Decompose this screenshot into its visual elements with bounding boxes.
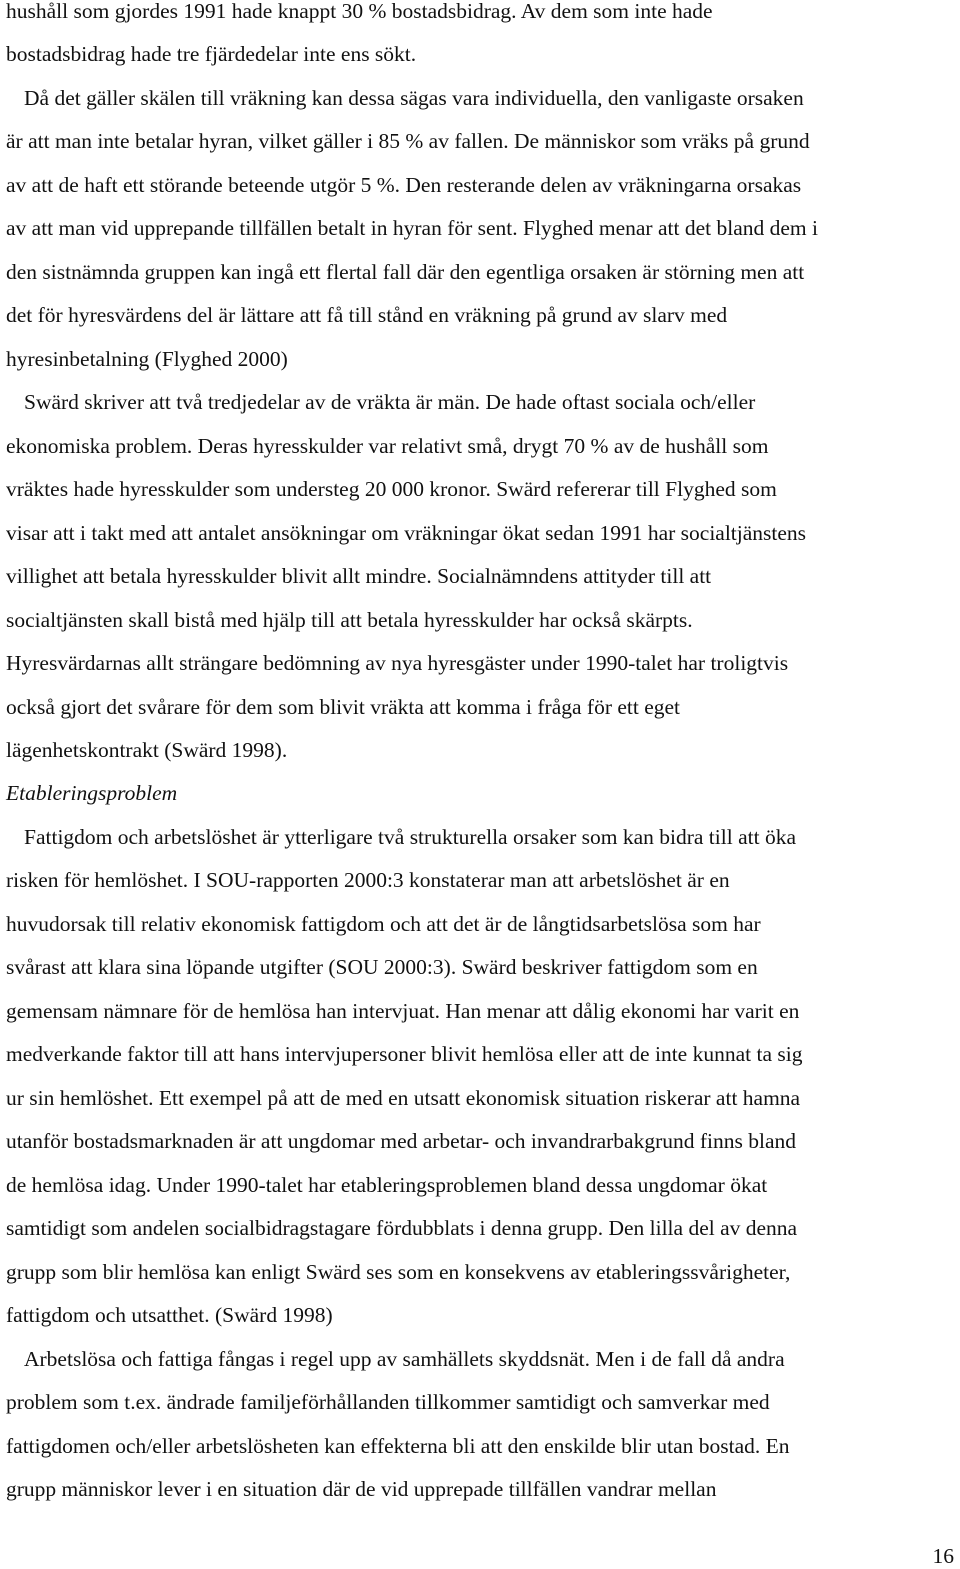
text-line: ur sin hemlöshet. Ett exempel på att de med en utsatt ekonomisk situation riskerar att hamna xyxy=(6,1086,801,1110)
text-line: Arbetslösa och fattiga fångas i regel upp av samhällets skyddsnät. Men i de fall då andra xyxy=(24,1347,785,1371)
section-heading: Etableringsproblem xyxy=(6,781,178,805)
text-line: visar att i takt med att antalet ansökningar om vräkningar ökat sedan 1991 har socialtjänstens xyxy=(6,521,807,545)
text-line: de hemlösa idag. Under 1990-talet har etableringsproblemen bland dessa ungdomar ökat xyxy=(6,1173,768,1197)
text-line: huvudorsak till relativ ekonomisk fattigdom och att det är de långtidsarbetslösa som har xyxy=(6,912,761,936)
text-line: vräktes hade hyresskulder som understeg 20 000 kronor. Swärd refererar till Flyghed som xyxy=(6,477,777,501)
text-line: risken för hemlöshet. I SOU-rapporten 2000:3 konstaterar man att arbetslöshet är en xyxy=(6,868,730,892)
text-line: villighet att betala hyresskulder blivit allt mindre. Socialnämndens attityder till att xyxy=(6,564,712,588)
text-line: lägenhetskontrakt (Swärd 1998). xyxy=(6,738,288,762)
text-line: fattigdom och utsatthet. (Swärd 1998) xyxy=(6,1303,333,1327)
text-line: utanför bostadsmarknaden är att ungdomar med arbetar- och invandrarbakgrund finns bland xyxy=(6,1129,797,1153)
text-line: svårast att klara sina löpande utgifter (SOU 2000:3). Swärd beskriver fattigdom som en xyxy=(6,955,758,979)
text-line: Hyresvärdarnas allt strängare bedömning av nya hyresgäster under 1990-talet har troligtvis xyxy=(6,651,789,675)
text-line: den sistnämnda gruppen kan ingå ett flertal fall där den egentliga orsaken är störning men att xyxy=(6,260,805,284)
page-number: 16 xyxy=(932,1544,954,1568)
text-line: också gjort det svårare för dem som blivit vräkta att komma i fråga för ett eget xyxy=(6,695,681,719)
text-line: ekonomiska problem. Deras hyresskulder var relativt små, drygt 70 % av de hushåll som xyxy=(6,434,769,458)
text-line: av att de haft ett störande beteende utgör 5 %. Den resterande delen av vräkningarna orsakas xyxy=(6,173,802,197)
text-line: av att man vid upprepande tillfällen betalt in hyran för sent. Flyghed menar att det bland dem i xyxy=(6,216,818,240)
text-line: Swärd skriver att två tredjedelar av de vräkta är män. De hade oftast sociala och/eller xyxy=(24,390,756,414)
text-line: det för hyresvärdens del är lättare att få till stånd en vräkning på grund av slarv med xyxy=(6,303,728,327)
text-line: gemensam nämnare för de hemlösa han intervjuat. Han menar att dålig ekonomi har varit en xyxy=(6,999,800,1023)
text-line: problem som t.ex. ändrade familjeförhållanden tillkommer samtidigt och samverkar med xyxy=(6,1390,770,1414)
text-line: medverkande faktor till att hans intervjupersoner blivit hemlösa eller att de inte kunnat ta sig xyxy=(6,1042,803,1066)
text-line: fattigdomen och/eller arbetslösheten kan effekterna bli att den enskilde blir utan bostad. En xyxy=(6,1434,790,1458)
text-line: Då det gäller skälen till vräkning kan dessa sägas vara individuella, den vanligaste orsaken xyxy=(24,86,804,110)
text-line: hyresinbetalning (Flyghed 2000) xyxy=(6,347,288,371)
text-line: samtidigt som andelen socialbidragstagare fördubblats i denna grupp. Den lilla del av denna xyxy=(6,1216,798,1240)
text-line: grupp som blir hemlösa kan enligt Swärd ses som en konsekvens av etableringssvårigheter, xyxy=(6,1260,791,1284)
text-line: Fattigdom och arbetslöshet är ytterligare två strukturella orsaker som kan bidra till att öka xyxy=(24,825,796,849)
text-line: hushåll som gjordes 1991 hade knappt 30 % bostadsbidrag. Av dem som inte hade xyxy=(6,0,713,23)
text-line: bostadsbidrag hade tre fjärdedelar inte ens sökt. xyxy=(6,42,417,66)
text-line: grupp människor lever i en situation där de vid upprepade tillfällen vandrar mellan xyxy=(6,1477,717,1501)
text-line: är att man inte betalar hyran, vilket gäller i 85 % av fallen. De människor som vräks på grund xyxy=(6,129,810,153)
text-line: socialtjänsten skall bistå med hjälp till att betala hyresskulder har också skärpts. xyxy=(6,608,693,632)
